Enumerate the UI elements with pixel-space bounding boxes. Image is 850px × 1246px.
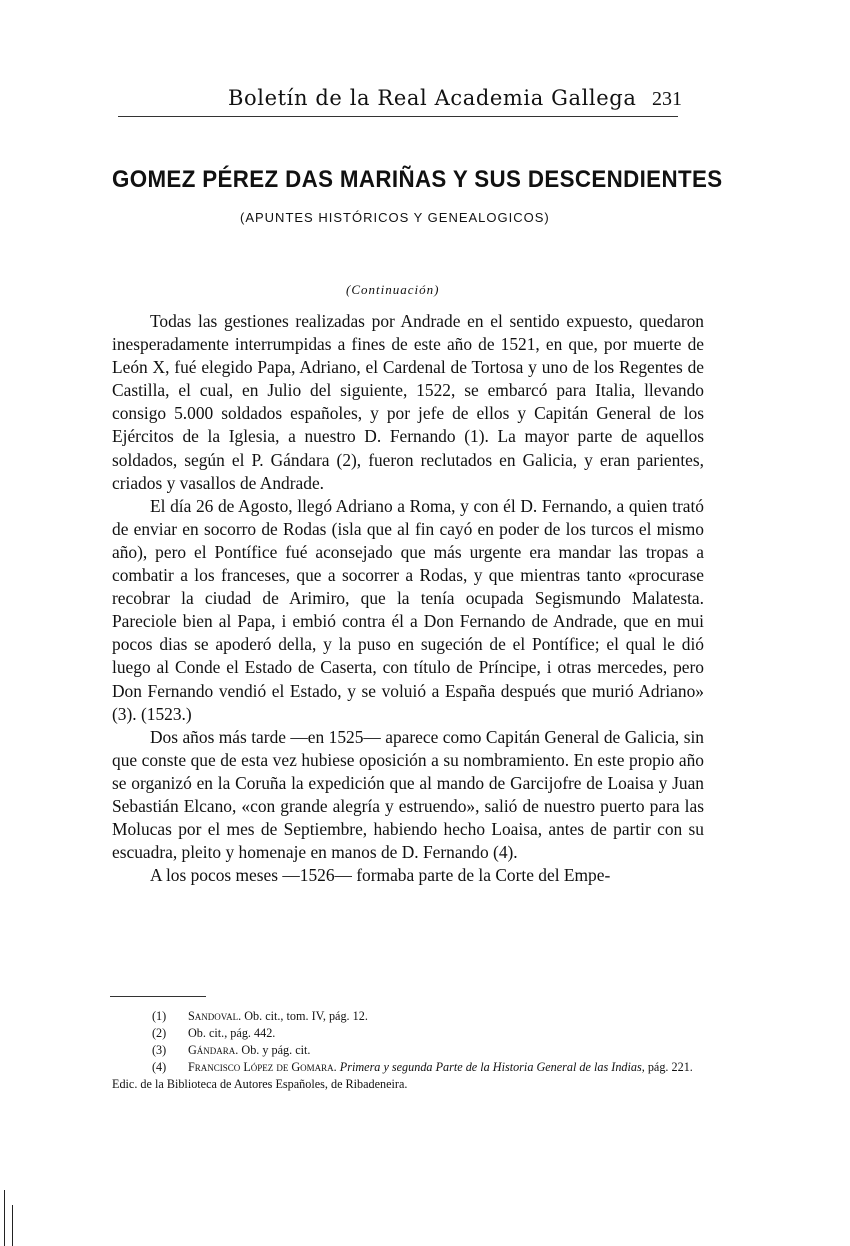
paragraph: A los pocos meses —1526— formaba parte de la Corte del Empe- [150, 865, 611, 886]
footnote-text: Ob. cit., tom. IV, pág. 12. [241, 1009, 368, 1023]
footnote-rule [110, 996, 206, 997]
footnote-text: Ob. cit., pág. 442. [188, 1026, 276, 1040]
footnote-text: pág. 221. Edic. de la Biblioteca de Autores Españoles, de Ribadeneira. [112, 1060, 693, 1091]
footnote [112, 1008, 708, 1025]
page-number: 231 [652, 88, 682, 110]
scan-margin-line [4, 1190, 5, 1246]
footnote [112, 1025, 708, 1042]
continuation-note: (Continuación) [346, 282, 440, 297]
footnote [112, 1042, 708, 1059]
footnote-marker: (2) [152, 1026, 167, 1040]
footnote-marker: (3) [152, 1043, 167, 1057]
header-rule [118, 116, 678, 117]
footnote-title: Primera y segunda Parte de la Historia General de las Indias, [336, 1060, 645, 1074]
paragraph: Todas las gestiones realizadas por Andrade en el sentido expuesto, quedaron inesperadamente interrumpidas a fines de este año de 1521, en que, por muerte de León X, fué elegido Papa, Adriano, el Cardenal de Tortosa y uno de los Regentes de Castilla, el cual, en Julio del siguiente, 1522, se embarcó para Italia, llevando consigo 5.000 soldados españoles, y por jefe de ellos y Capitán General de los Ejércitos de la Iglesia, a nuestro D. Fernando (1). La mayor parte de aquellos soldados, según el P. Gándara (2), fueron reclutados en Galicia, y eran parientes, criados y vasallos de Andrade. [112, 311, 704, 493]
footnotes [112, 1008, 708, 1093]
paragraph: El día 26 de Agosto, llegó Adriano a Roma, y con él D. Fernando, a quien trató de enviar en socorro de Rodas (isla que al fin cayó en poder de los turcos el mismo año), pero el Pontífice fué aconsejado que más urgente era mandar las tropas a combatir a los franceses, que a socorrer a Rodas, y que mientras tanto «procurase recobrar la ciudad de Arimiro, que la tenía ocupada Segismundo Malatesta. Pareciole bien al Papa, i embió contra él a Don Fernando de Andrade, que en mui pocos dias se apoderó della, y la puso en sugeción de el Pontífice; el qual le dió luego al Conde el Estado de Caserta, con título de Príncipe, i otras mercedes, pero Don Fernando vendió el Estado, y se voluió a España después que murió Adriano» (3). (1523.) [112, 495, 704, 724]
footnote-author: Francisco López de Gomara. [188, 1060, 337, 1074]
running-title: Boletín de la Real Academia Gallega [228, 86, 637, 110]
scan-margin-line [12, 1205, 13, 1246]
footnote [112, 1059, 708, 1093]
footnote-author: Sandoval. [188, 1009, 242, 1023]
article-subtitle: (APUNTES HISTÓRICOS Y GENEALOGICOS) [240, 210, 550, 225]
paragraph: Dos años más tarde —en 1525— aparece como Capitán General de Galicia, sin que conste que de esta vez hubiese oposición a su nombramiento. En este propio año se organizó en la Coruña la expedición que al mando de Garcijofre de Loaisa y Juan Sebastián Elcano, «con grande alegría y estruendo», salió de nuestro puerto para las Molucas por el mes de Septiembre, habiendo hecho Loaisa, antes de partir con su escuadra, pleito y homenaje en manos de D. Fernando (4). [112, 726, 704, 863]
article-title: GOMEZ PÉREZ DAS MARIÑAS Y SUS DESCENDIENTES [112, 166, 723, 193]
body-text [112, 310, 704, 887]
footnote-author: Gándara. [188, 1043, 239, 1057]
running-header [118, 86, 682, 120]
footnote-marker: (4) [152, 1060, 167, 1074]
footnote-marker: (1) [152, 1009, 167, 1023]
footnote-text: Ob. y pág. cit. [238, 1043, 311, 1057]
